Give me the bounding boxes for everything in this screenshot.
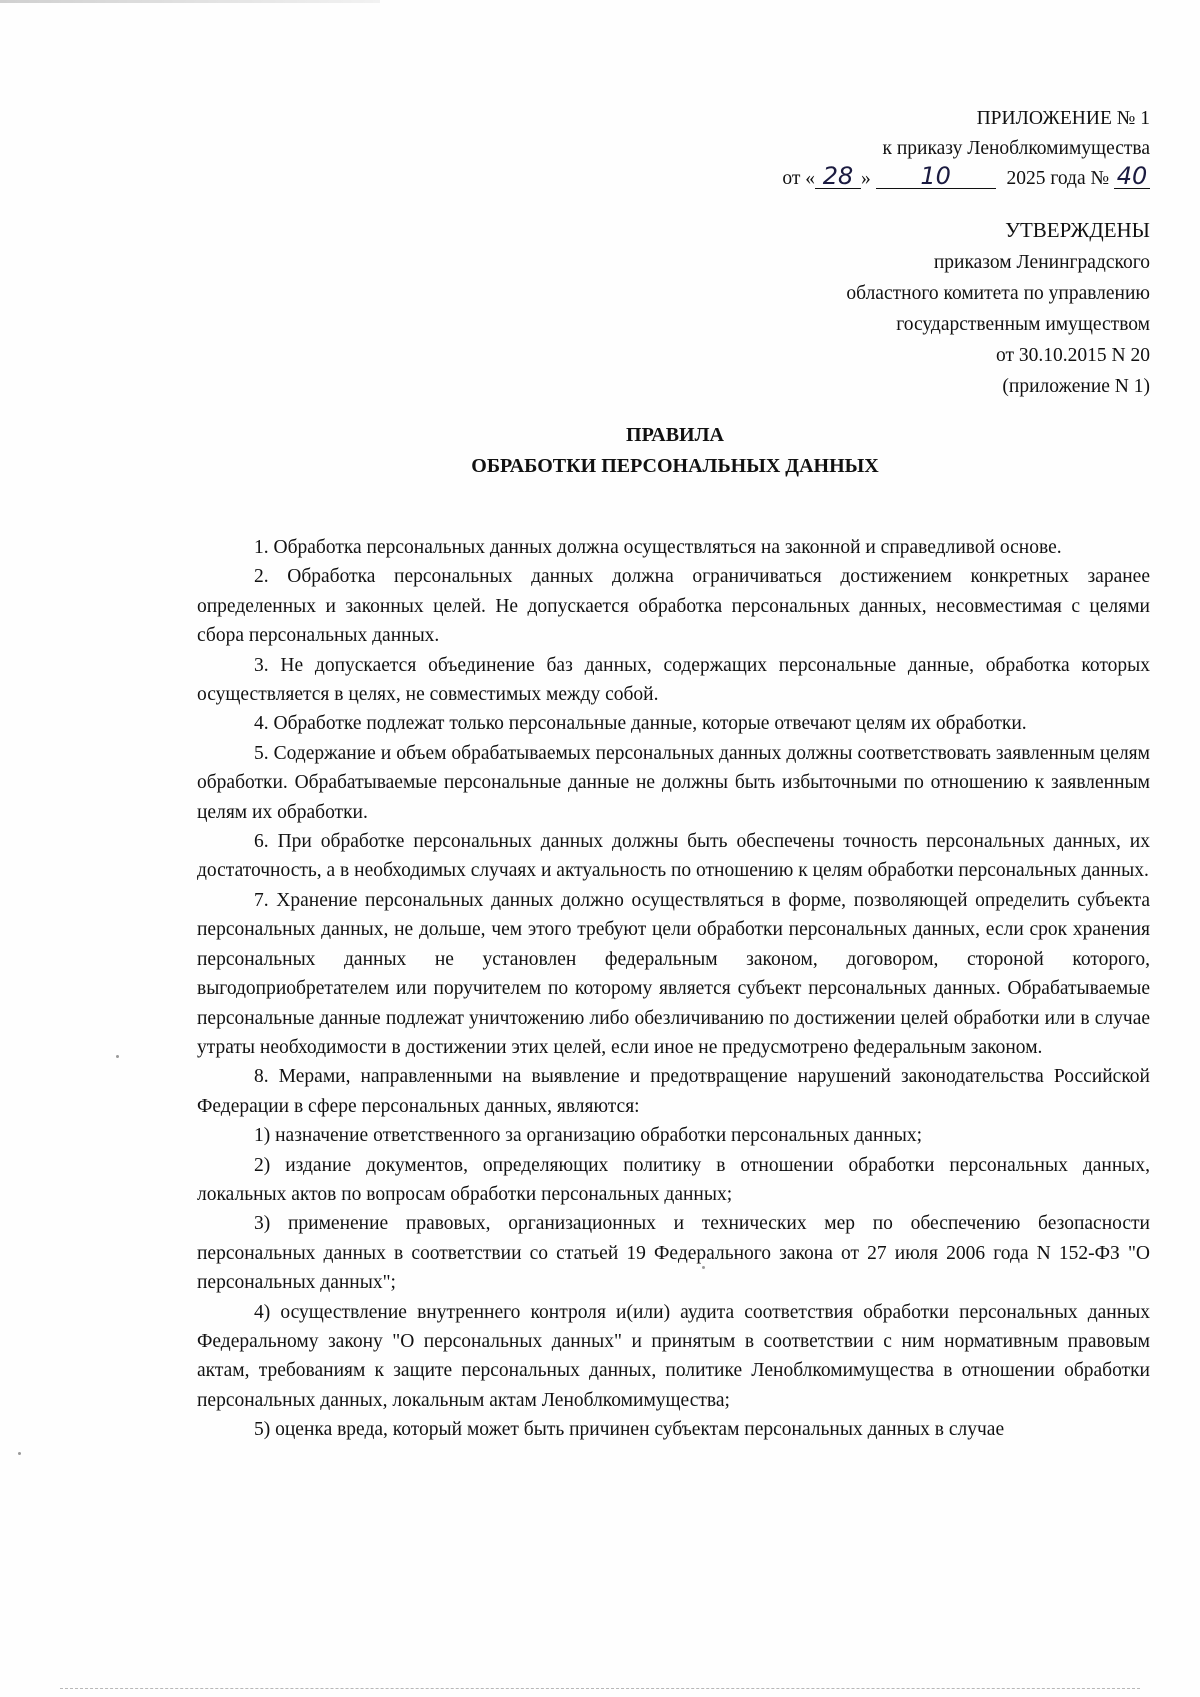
scan-speck	[116, 1055, 119, 1058]
paragraph: 6. При обработке персональных данных должны быть обеспечены точность персональных данных, их достаточность, а в необходимых случаях и актуальность по отношению к целям обработки персональных данных.	[197, 831, 1150, 882]
handwritten-month: 10	[876, 164, 996, 189]
approval-block	[846, 214, 1150, 402]
paragraph: 8. Мерами, направленными на выявление и предотвращение нарушений законодательства Российской Федерации в сфере персональных данных, являются:	[197, 1066, 1150, 1117]
handwritten-day: 28	[815, 164, 861, 189]
list-item: 5) оценка вреда, который может быть причинен субъектам персональных данных в случае	[254, 1419, 1005, 1441]
approved-line: (приложение N 1)	[1002, 376, 1150, 397]
order-date-line	[782, 164, 1150, 194]
appendix-label: ПРИЛОЖЕНИЕ № 1	[976, 108, 1150, 129]
approved-line: областного комитета по управлению	[846, 283, 1150, 304]
paragraph: 7. Хранение персональных данных должно осуществляться в форме, позволяющей определить субъекта персональных данных, не дольше, чем этого требуют цели обработки персональных данных, если срок хранения персональных данных не установлен федеральным законом, договором, стороной которого, выгодоприобретателем или поручителем по которому является субъект персональных данных. Обрабатываемые персональные данные подлежат уничтожению либо обезличиванию по достижении целей обработки или в случае утраты необходимости в достижении этих целей, если иное не предусмотрено федеральным законом.	[197, 889, 1150, 1058]
scan-edge-top	[0, 0, 380, 3]
approved-title: УТВЕРЖДЕНЫ	[1005, 218, 1150, 242]
list-item: 2) издание документов, определяющих политику в отношении обработки персональных данных, локальных актов по вопросам обработки персональных данных;	[197, 1154, 1150, 1205]
approved-line: от 30.10.2015 N 20	[996, 345, 1150, 366]
date-prefix: от «	[782, 168, 815, 189]
handwritten-order-number: 40	[1114, 164, 1150, 189]
date-day-close: »	[860, 168, 871, 189]
scan-edge-bottom	[60, 1688, 1140, 1689]
paragraph: 2. Обработка персональных данных должна ограничиваться достижением конкретных заранее определенных и законных целей. Не допускается обработка персональных данных, несовместимая с целями сбора персональных данных.	[197, 566, 1150, 647]
list-item: 1) назначение ответственного за организацию обработки персональных данных;	[254, 1125, 923, 1147]
paragraph: 3. Не допускается объединение баз данных, содержащих персональные данные, обработка которых осуществляется в целях, не совместимых между собой.	[197, 654, 1150, 706]
approved-line: приказом Ленинградского	[933, 252, 1150, 273]
date-year-label: 2025 года №	[1006, 168, 1110, 189]
document-title	[0, 420, 1200, 482]
paragraph: 4. Обработке подлежат только персональные данные, которые отвечают целям их обработки.	[254, 713, 1027, 735]
title-line-2: ОБРАБОТКИ ПЕРСОНАЛЬНЫХ ДАННЫХ	[471, 455, 879, 477]
scan-speck	[18, 1452, 21, 1455]
approved-line: государственным имуществом	[896, 314, 1150, 335]
list-item: 3) применение правовых, организационных и технических мер по обеспечению безопасности персональных данных в соответствии со статьей 19 Федерального закона от 27 июля 2006 года N 152-ФЗ "О персональных данных";	[197, 1213, 1150, 1294]
title-line-1: ПРАВИЛА	[626, 424, 724, 446]
paragraph: 5. Содержание и объем обрабатываемых персональных данных должны соответствовать заявленным целям обработки. Обрабатываемые персональные данные не должны быть избыточными по отношению к заявленным целям их обработки.	[197, 742, 1150, 823]
appendix-header	[782, 104, 1150, 194]
document-body	[197, 533, 1150, 1445]
list-item: 4) осуществление внутреннего контроля и(или) аудита соответствия обработки персональных данных Федеральному закону "О персональных данных" и принятым в соответствии с ним нормативным правовым актам, требованиям к защите персональных данных, политике Леноблкомимущества в отношении обработки персональных данных, локальным актам Леноблкомимущества;	[197, 1301, 1150, 1411]
paragraph: 1. Обработка персональных данных должна осуществляться на законной и справедливой основе.	[254, 537, 1062, 558]
order-reference: к приказу Леноблкомимущества	[882, 138, 1150, 159]
